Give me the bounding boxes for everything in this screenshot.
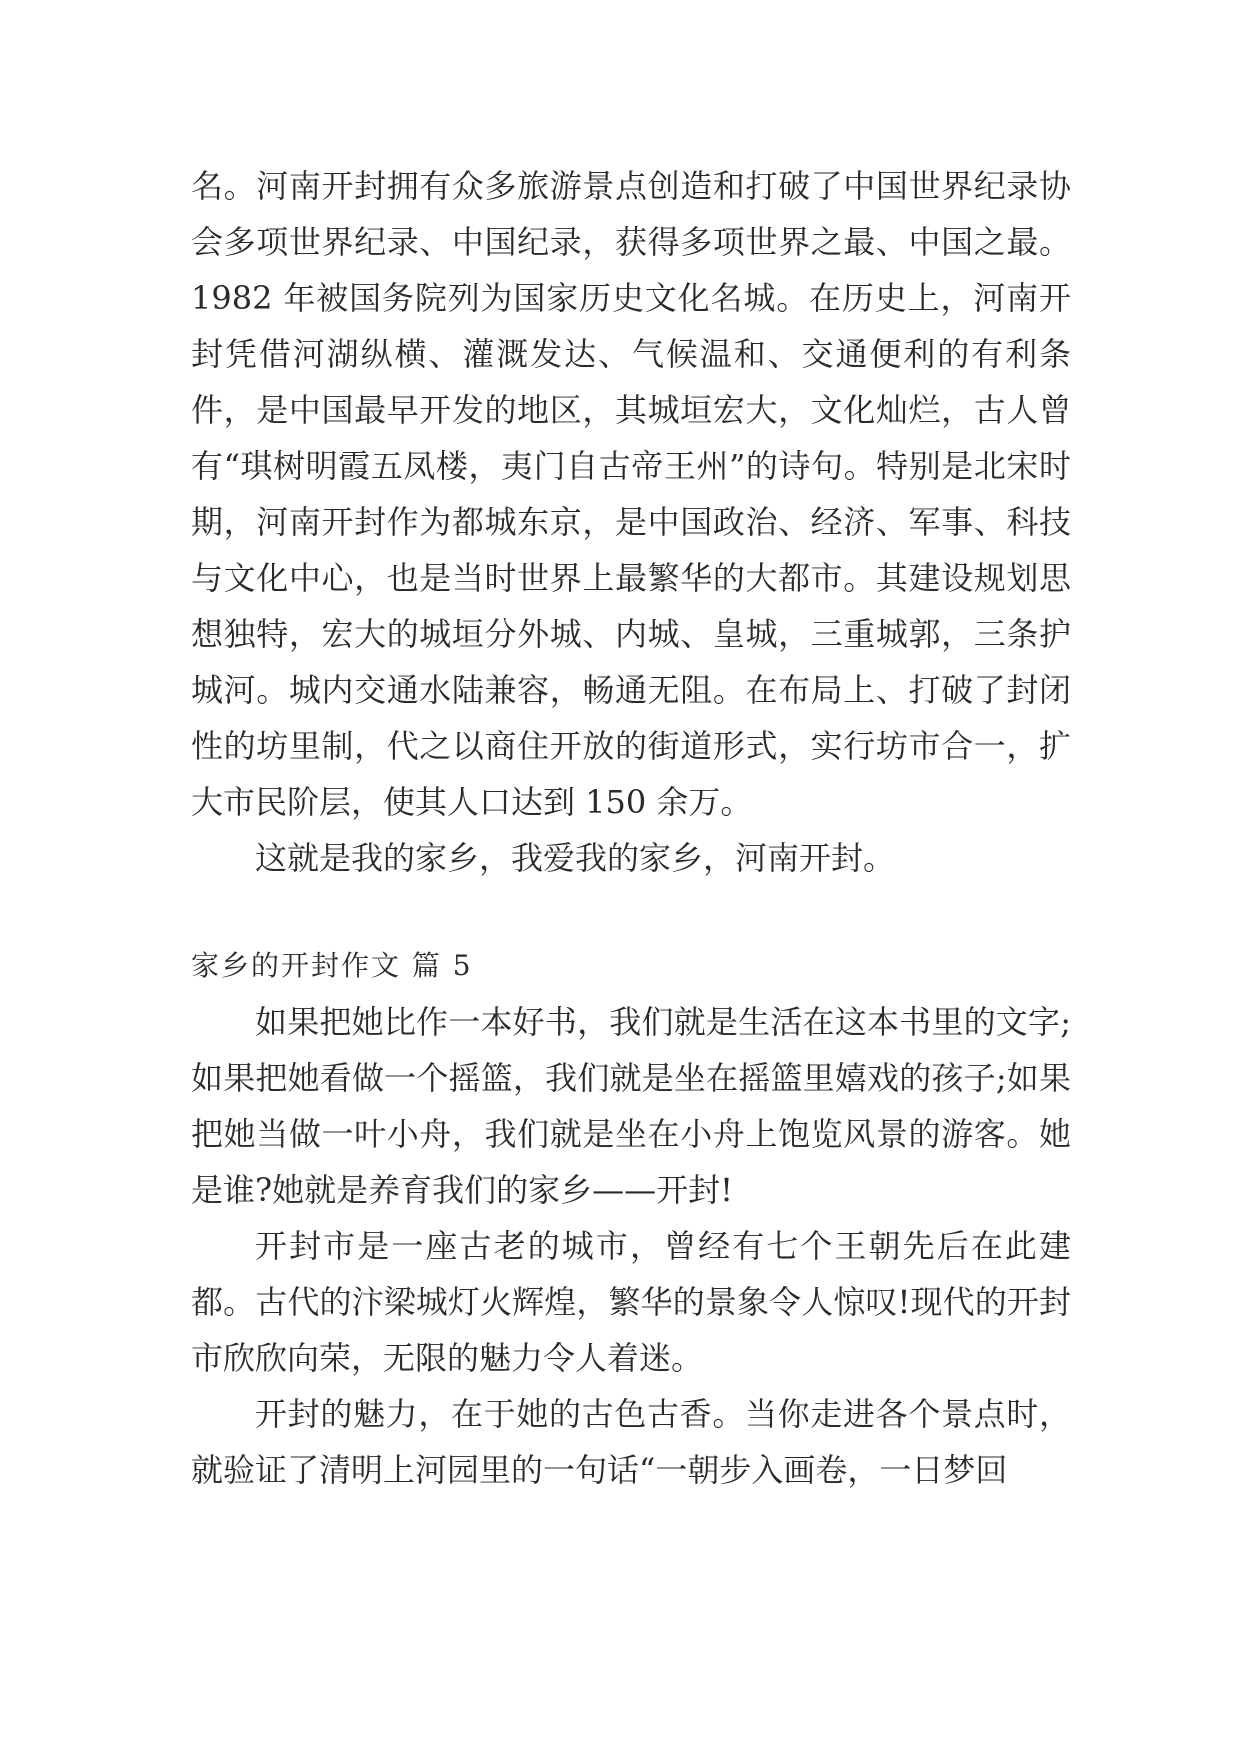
- section-heading: 家乡的开封作文 篇 5: [191, 949, 473, 982]
- paragraph-kaifeng-history: 名。河南开封拥有众多旅游景点创造和打破了中国世界纪录协会多项世界纪录、中国纪录，获得多项世界之最、中国之最。1982 年被国务院列为国家历史文化名城。在历史上，河南开封凭借河湖纵横、灌溉发达、气候温和、交通便利的有利条件，是中国最早开发的地区，其城垣宏大，文化灿烂，古人曾有“琪树明霞五凤楼，夷门自古帝王州”的诗句。特别是北宋时期，河南开封作为都城东京，是中国政治、经济、军事、科技与文化中心，也是当时世界上最繁华的大都市。其建设规划思想独特，宏大的城垣分外城、内城、皇城，三重城郭，三条护城河。城内交通水陆兼容，畅通无阻。在布局上、打破了封闭性的坊里制，代之以商住开放的街道形式，实行坊市合一，扩大市民阶层，使其人口达到 150 余万。: [191, 167, 1071, 821]
- paragraph-intro: 如果把她比作一本好书，我们就是生活在这本书里的文字;如果把她看做一个摇篮，我们就是坐在摇篮里嬉戏的孩子;如果把她当做一叶小舟，我们就是坐在小舟上饱览风景的游客。她是谁?她就是养育我们的家乡——开封!: [191, 1003, 1071, 1209]
- paragraph-closing: 这就是我的家乡，我爱我的家乡，河南开封。: [255, 839, 896, 877]
- paragraph-charm: 开封的魅力，在于她的古色古香。当你走进各个景点时，就验证了清明上河园里的一句话“一朝步入画卷，一日梦回: [191, 1395, 1071, 1489]
- document-body: [191, 158, 1071, 1498]
- section-spacer: [191, 886, 1071, 938]
- paragraph-ancient-city: 开封市是一座古老的城市，曾经有七个王朝先后在此建都。古代的汴梁城灯火辉煌，繁华的景象令人惊叹!现代的开封市欣欣向荣，无限的魅力令人着迷。: [191, 1227, 1071, 1377]
